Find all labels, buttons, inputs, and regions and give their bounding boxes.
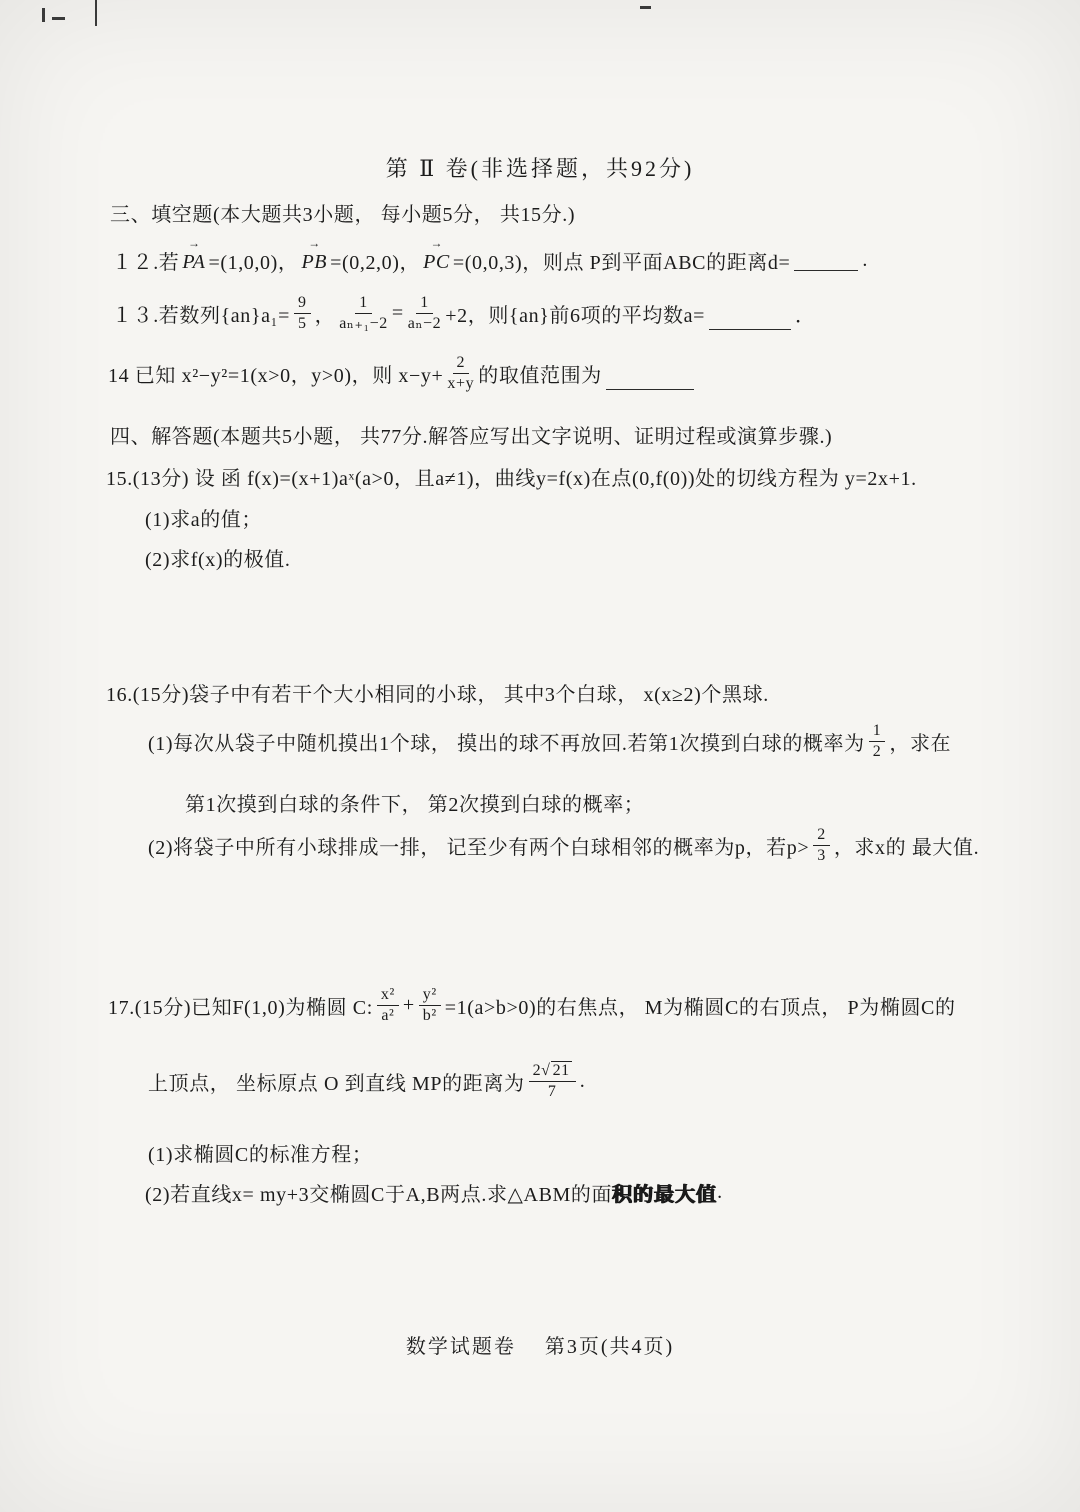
fraction-numerator: 1 [869, 722, 886, 742]
text-run: 14 已知 x²−y²=1(x>0，y>0)，则 x−y+ [108, 365, 444, 388]
fraction-denominator: aₙ₊₁−2 [339, 315, 388, 333]
text-run: . [579, 1070, 586, 1093]
text-run: . [717, 1181, 723, 1203]
text-run: =(0,0,3)，则点 P到平面ABC的距离d= [452, 252, 791, 274]
vector-arrow-icon: → [430, 235, 443, 250]
text-run: (2)将袋子中所有小球排成一排， 记至少有两个白球相邻的概率为p， [148, 837, 767, 860]
text-run: =(1,0,0)， [208, 252, 299, 274]
question-17-line-2 [148, 1062, 585, 1102]
math-fraction [294, 294, 311, 334]
scan-mark [52, 17, 65, 20]
math-fraction [339, 294, 388, 334]
scan-mark [640, 6, 651, 9]
text-run: 第1次摸到白球的条件下， 第2次摸到白球的概率； [185, 794, 645, 816]
text-run: = [391, 302, 404, 325]
text-run: (2)若直线x= my+3交椭圆C于A,B两点.求△ABM的面 [145, 1184, 613, 1206]
question-16-part-2 [148, 826, 979, 866]
page-title: 第 Ⅱ 卷(非选择题，共92分) [385, 156, 695, 181]
math-fraction [869, 722, 886, 762]
fraction-denominator: 3 [817, 847, 826, 865]
text-run: + [402, 994, 415, 1017]
radicand: 21 [552, 1062, 570, 1079]
fraction-denominator: aₙ−2 [407, 315, 442, 333]
text-run: 17.(15分)已知F(1,0)为椭圆 C: [108, 997, 373, 1020]
fraction-numerator: 1 [416, 294, 433, 314]
section-answer-heading [110, 420, 832, 449]
text-run: . [862, 249, 869, 271]
math-fraction [419, 986, 441, 1026]
fraction-numerator: 2 [453, 354, 470, 374]
text-run: =(0,2,0)， [330, 252, 421, 274]
page-footer: 数学试题卷 第3页(共4页) [405, 1336, 675, 1358]
fraction-denominator: a² [381, 1007, 395, 1025]
answer-blank [709, 327, 791, 330]
fraction-numerator [529, 1062, 576, 1082]
vector-notation: → PB [301, 235, 328, 273]
question-16-part-1-line-2 [185, 788, 644, 817]
text-run: ， [314, 305, 336, 328]
math-fraction [447, 354, 474, 394]
fraction-denominator: 2 [872, 743, 882, 761]
text-run: +2，则{an}前6项的平均数a= [445, 305, 705, 328]
question-15-part-1 [145, 503, 262, 532]
question-17-part-1 [148, 1138, 372, 1167]
vector-arrow-icon: → [308, 235, 321, 250]
question-17-line-1 [108, 986, 956, 1026]
text-run: １２.若 [112, 252, 180, 274]
section-fill-in-heading [110, 198, 575, 227]
question-15 [106, 462, 917, 491]
text-run: 16.(15分)袋子中有若干个大小相同的小球， 其中3个白球， x(x≥2)个黑球. [106, 684, 769, 706]
text-run: ． [794, 305, 816, 328]
text-run: １３.若数列{an}a₁= [112, 305, 291, 328]
question-16-part-1-line-1 [148, 722, 951, 762]
fraction-numerator: 1 [355, 294, 372, 314]
fraction-denominator: 5 [298, 315, 307, 333]
fraction-denominator: b² [422, 1007, 437, 1025]
text-run: ，求在 [889, 733, 952, 756]
fraction-numerator: y² [419, 986, 441, 1006]
vector-notation: → PC [423, 235, 450, 273]
fraction-numerator: 9 [294, 294, 311, 314]
radical-sign-icon: √ [541, 1062, 551, 1079]
text-run: =1(a>b>0)的右焦点， M为椭圆C的右顶点， P为椭圆C的 [444, 997, 956, 1020]
vector-notation: → PA [182, 235, 206, 273]
math-fraction [408, 294, 441, 334]
text-run: (1)求a的值； [145, 509, 262, 531]
question-13 [112, 294, 816, 334]
sqrt-fraction [529, 1062, 576, 1102]
text-run: (1)每次从袋子中随机摸出1个球， 摸出的球不再放回.若第1次摸到白球的概率为 [148, 733, 865, 756]
question-17-part-2 [145, 1178, 723, 1207]
question-12 [112, 235, 869, 275]
vector-arrow-icon: → [187, 235, 200, 250]
text-run: 15.(13分) 设 函 f(x)=(x+1)aˣ(a>0，且a≠1)，曲线y=f(x)在点(0,f(0))处的切线方程为 y=2x+1. [106, 468, 917, 490]
fraction-denominator: 7 [547, 1083, 557, 1101]
question-14 [108, 354, 698, 394]
text-run: 四、解答题(本题共5小题， 共77分.解答应写出文字说明、证明过程或演算步骤.) [110, 426, 833, 448]
math-fraction [813, 826, 830, 866]
scan-mark [42, 8, 45, 22]
fraction-numerator: 2 [813, 826, 830, 846]
text-run: (2)求f(x)的极值. [145, 549, 291, 571]
bold-text: 积的最大值 [612, 1184, 718, 1206]
scan-mark [95, 0, 97, 26]
text-run: ，求x的 最大值. [833, 837, 980, 860]
fraction-denominator: x+y [447, 375, 475, 393]
text-run: 上顶点， 坐标原点 O 到直线 MP的距离为 [148, 1073, 525, 1096]
text-run: 若p> [766, 837, 810, 860]
text-run: (1)求椭圆C的标准方程； [148, 1144, 373, 1166]
coefficient: 2 [532, 1062, 542, 1079]
answer-blank [794, 268, 858, 271]
answer-blank [606, 387, 694, 390]
fraction-numerator: x² [377, 986, 399, 1006]
text-run: 的取值范围为 [478, 365, 602, 388]
text-run: 三、填空题(本大题共3小题， 每小题5分， 共15分.) [110, 204, 576, 226]
question-15-part-2 [145, 543, 291, 572]
math-fraction [377, 986, 399, 1026]
question-16 [106, 678, 769, 707]
